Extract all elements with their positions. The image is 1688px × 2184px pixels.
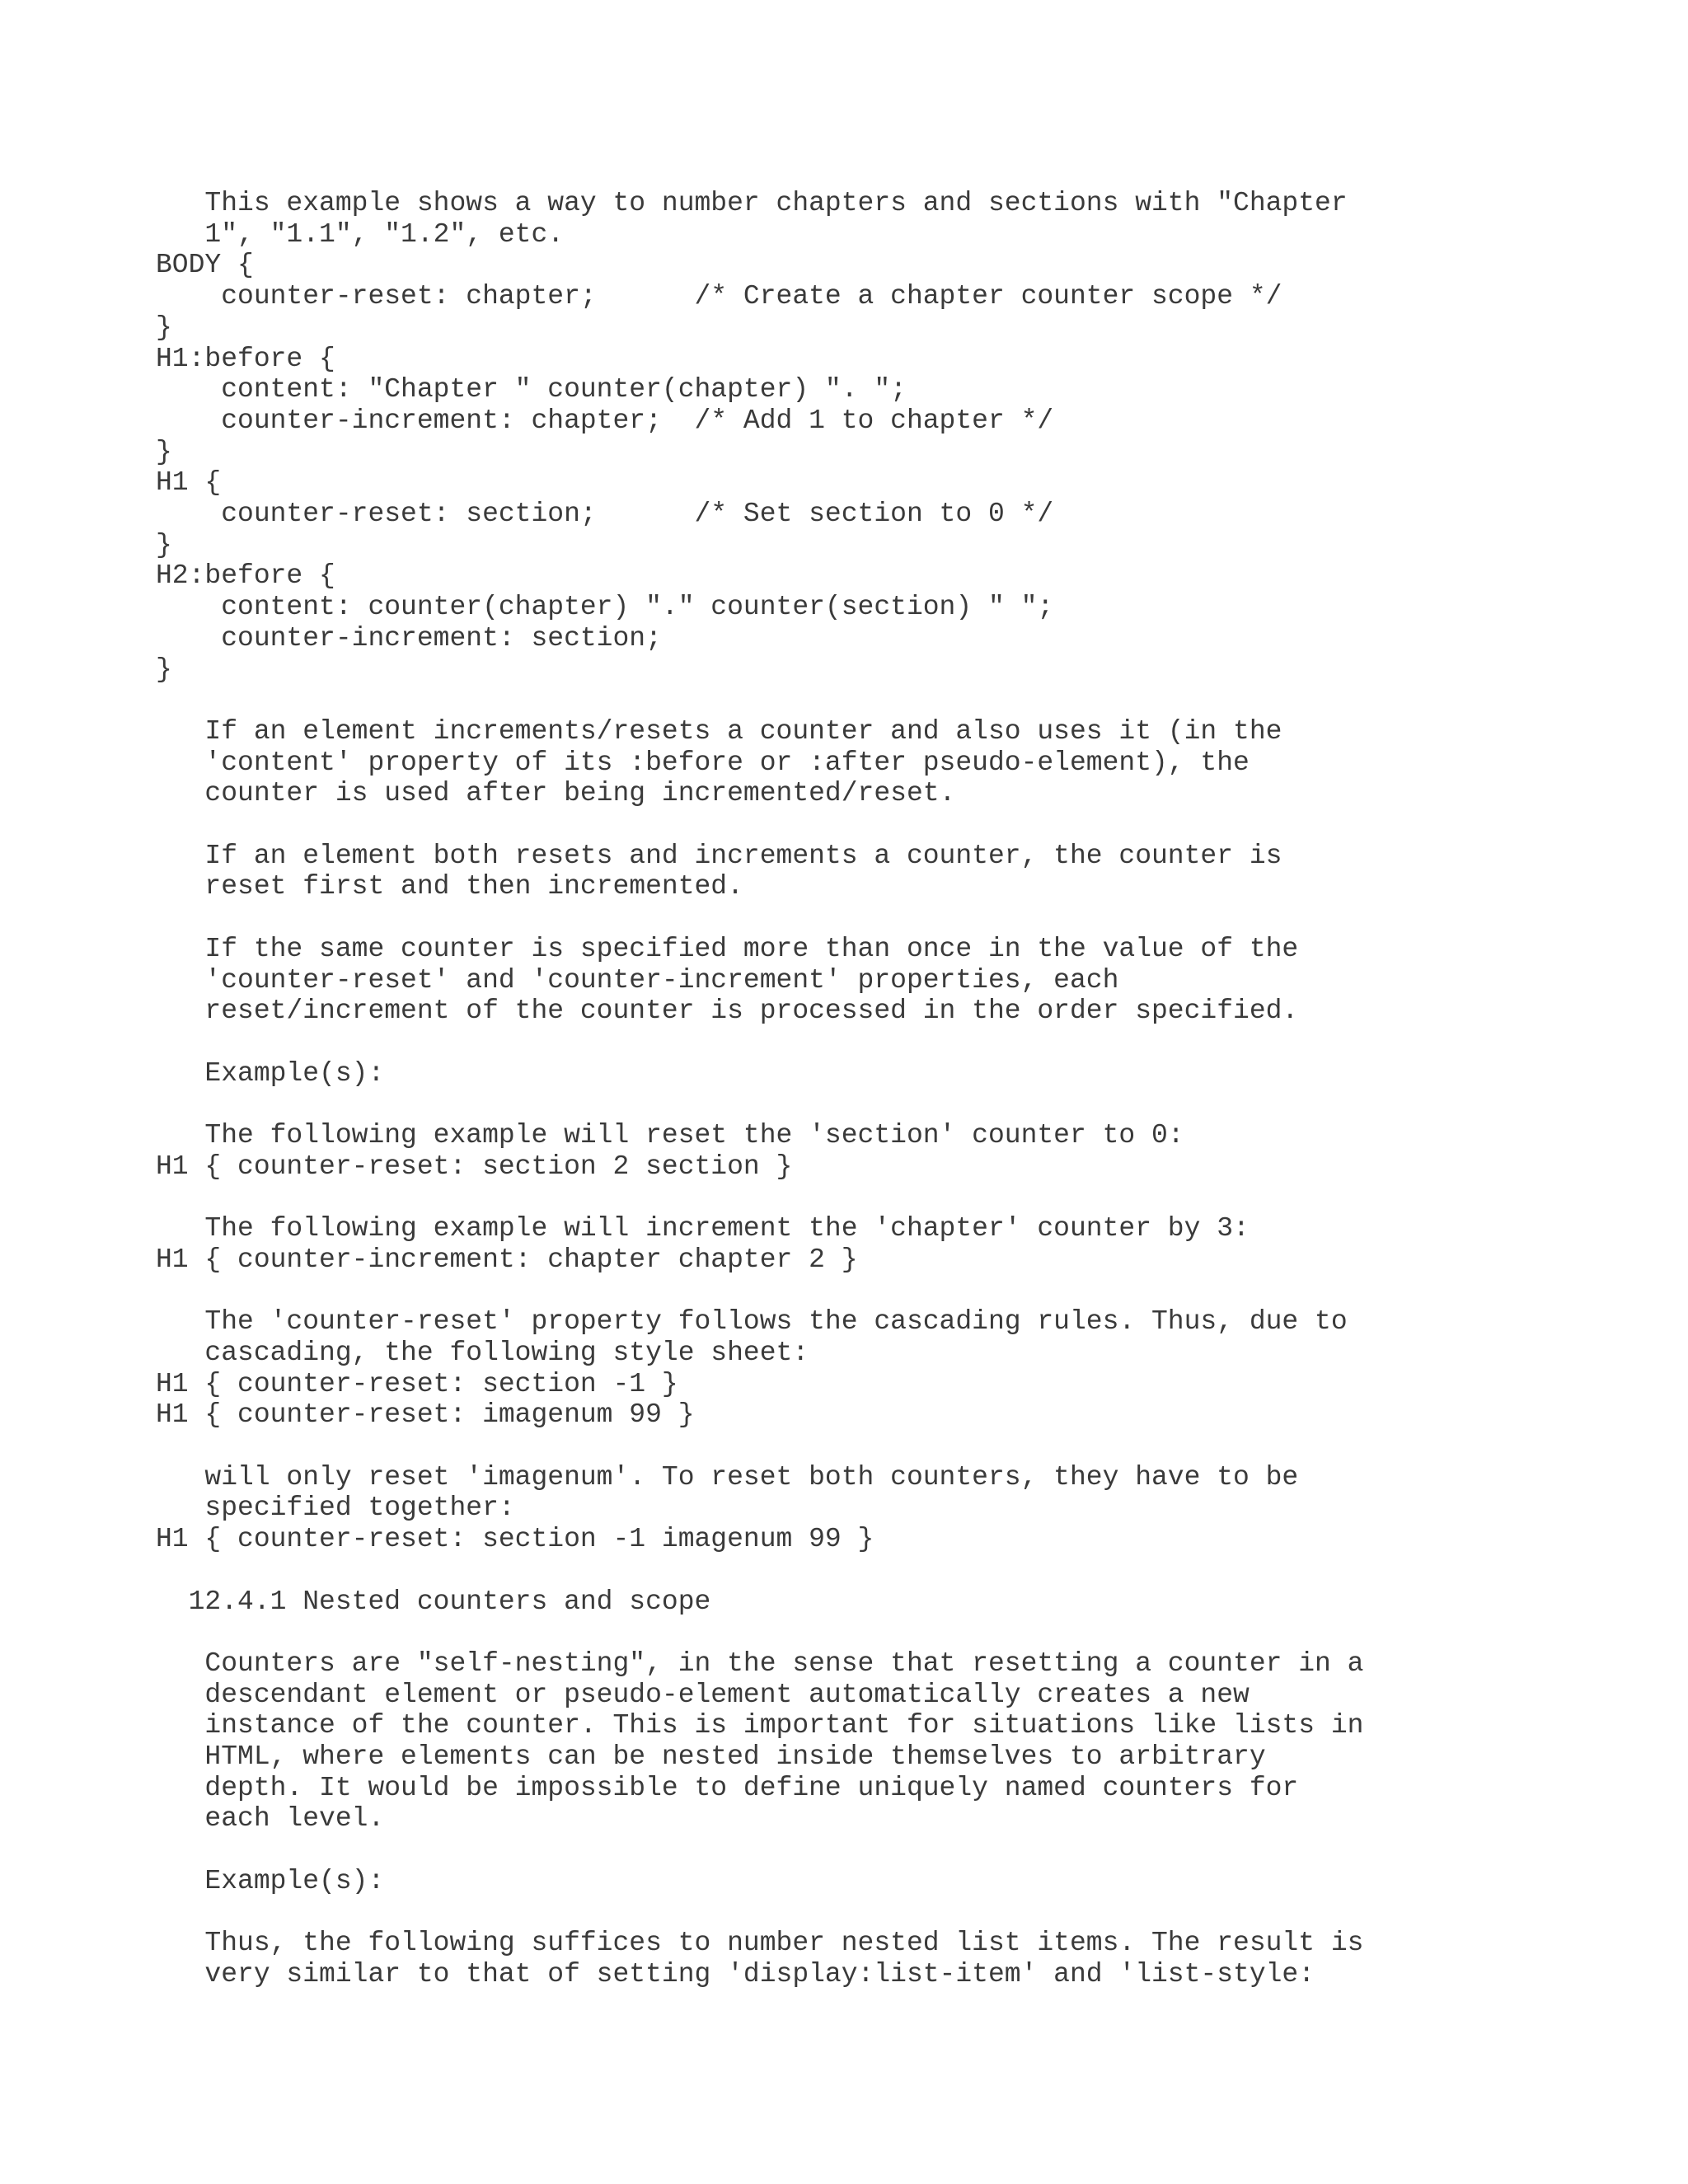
text-line: 1", "1.1", "1.2", etc. [156, 218, 565, 250]
text-line: H1 { counter-reset: section -1 imagenum 99 } [156, 1524, 874, 1555]
text-line: The following example will increment the 'chapter' counter by 3: [156, 1213, 1250, 1244]
text-line: H1 { counter-reset: section -1 } [156, 1368, 678, 1399]
text-line: Thus, the following suffices to number nested list items. The result is [156, 1928, 1364, 1959]
text-line: instance of the counter. This is important for situations like lists in [156, 1710, 1364, 1741]
text-line: Counters are "self-nesting", in the sense that resetting a counter in a [156, 1647, 1364, 1679]
text-line: counter-reset: section; /* Set section to 0 */ [156, 499, 1054, 529]
text-line: BODY { [156, 250, 254, 281]
text-line: depth. It would be impossible to define uniquely named counters for [156, 1772, 1299, 1803]
text-line: H2:before { [156, 560, 335, 592]
text-line: Example(s): [156, 1865, 385, 1896]
text-line: H1 { counter-reset: imagenum 99 } [156, 1399, 695, 1431]
text-line: 'counter-reset' and 'counter-increment' properties, each [156, 964, 1119, 996]
text-line: counter-reset: chapter; /* Create a chapter counter scope */ [156, 281, 1282, 312]
text-line: If an element increments/resets a counter and also uses it (in the [156, 715, 1282, 747]
text-line: Example(s): [156, 1057, 385, 1089]
text-line: descendant element or pseudo-element automatically creates a new [156, 1679, 1250, 1710]
text-line: very similar to that of setting 'display:list-item' and 'list-style: [156, 1958, 1315, 1990]
text-line: } [156, 654, 172, 685]
text-line: H1:before { [156, 343, 335, 374]
text-line: content: "Chapter " counter(chapter) ". "; [156, 374, 907, 405]
text-line: specified together: [156, 1493, 515, 1524]
text-line: If an element both resets and increments a counter, the counter is [156, 840, 1282, 871]
text-line: The following example will reset the 'section' counter to 0: [156, 1120, 1184, 1151]
text-line: each level. [156, 1803, 385, 1835]
text-line: } [156, 436, 172, 467]
text-line: 12.4.1 Nested counters and scope [156, 1586, 711, 1617]
text-line: If the same counter is specified more than once in the value of the [156, 933, 1299, 964]
text-line: 'content' property of its :before or :after pseudo-element), the [156, 747, 1250, 778]
text-line: } [156, 312, 172, 343]
text-line: reset first and then incremented. [156, 871, 743, 902]
text-line: H1 { counter-reset: section 2 section } [156, 1151, 793, 1182]
text-line: counter-increment: chapter; /* Add 1 to chapter */ [156, 405, 1054, 436]
text-line: } [156, 529, 172, 560]
text-line: H1 { counter-increment: chapter chapter 2 } [156, 1244, 858, 1275]
text-line: will only reset 'imagenum'. To reset both counters, they have to be [156, 1461, 1299, 1493]
text-line: This example shows a way to number chapters and sections with "Chapter [156, 188, 1348, 218]
text-line: The 'counter-reset' property follows the cascading rules. Thus, due to [156, 1306, 1348, 1338]
text-line: counter-increment: section; [156, 622, 662, 654]
text-line: cascading, the following style sheet: [156, 1337, 809, 1368]
text-line: counter is used after being incremented/reset. [156, 778, 956, 809]
text-line: H1 { [156, 467, 222, 499]
text-line: content: counter(chapter) "." counter(section) " "; [156, 592, 1054, 623]
text-line: HTML, where elements can be nested inside themselves to arbitrary [156, 1741, 1266, 1772]
text-line: reset/increment of the counter is processed in the order specified. [156, 996, 1299, 1027]
